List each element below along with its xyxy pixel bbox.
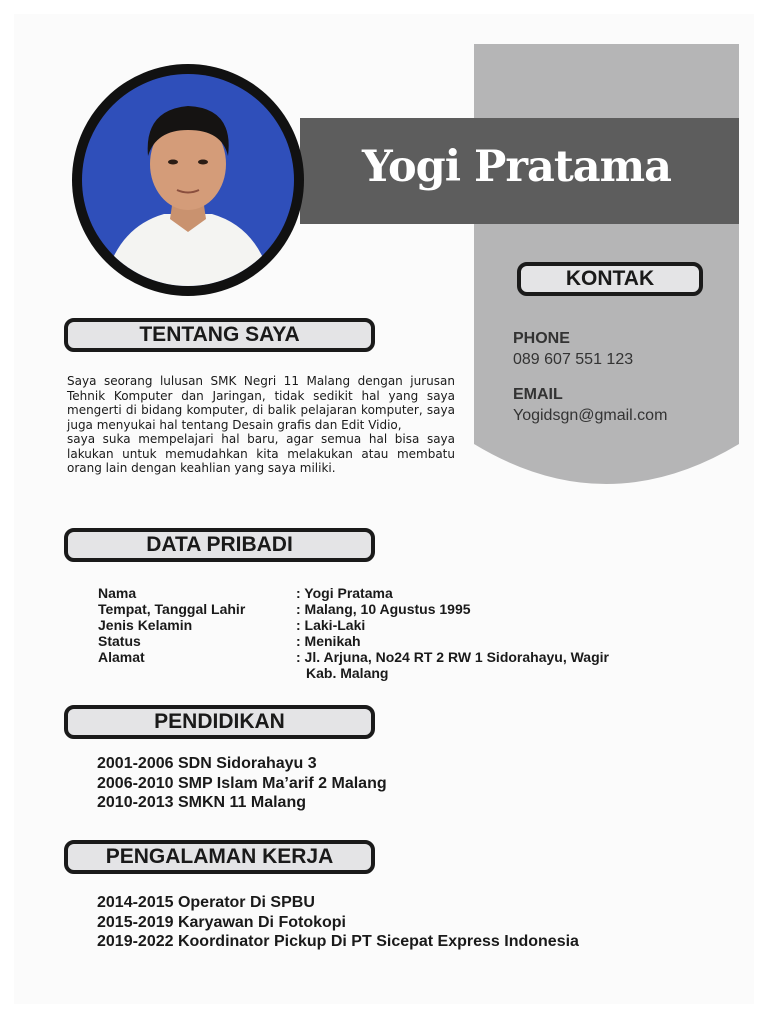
personal-label: Status (98, 633, 141, 649)
personal-row (98, 617, 656, 633)
personal-value: : Yogi Pratama (296, 585, 393, 601)
email-value: Yogidsgn@gmail.com (513, 407, 668, 424)
education-item: 2001-2006 SDN Sidorahayu 3 (97, 755, 317, 772)
personal-value: : Malang, 10 Agustus 1995 (296, 601, 471, 617)
pendidikan-heading: PENDIDIKAN (64, 705, 375, 739)
personal-row (98, 601, 656, 617)
personal-row (98, 633, 656, 649)
full-name: Yogi Pratama (362, 142, 671, 192)
personal-row (98, 585, 656, 601)
personal-data-table (98, 585, 656, 681)
pengalaman-kerja-heading: PENGALAMAN KERJA (64, 840, 375, 874)
personal-value-continued: Kab. Malang (306, 665, 389, 681)
profile-photo (72, 64, 304, 296)
phone-value: 089 607 551 123 (513, 351, 634, 368)
about-text (67, 374, 455, 476)
experience-item: 2019-2022 Koordinator Pickup Di PT Sicepat Express Indonesia (97, 933, 579, 950)
about-paragraph: saya suka mempelajari hal baru, agar semua hal bisa saya lakukan untuk memudahkan kita melakukan atau membatu orang lain dengan keahlian yang saya miliki. (67, 432, 455, 475)
experience-list (97, 893, 579, 952)
personal-value: : Menikah (296, 633, 361, 649)
data-pribadi-heading: DATA PRIBADI (64, 528, 375, 562)
personal-row (98, 649, 656, 665)
education-item: 2006-2010 SMP Islam Ma’arif 2 Malang (97, 774, 387, 792)
personal-label: Nama (98, 585, 137, 601)
personal-value: : Jl. Arjuna, No24 RT 2 RW 1 Sidorahayu, Wagir (296, 649, 609, 665)
personal-row-continued (98, 665, 656, 681)
about-paragraph: Saya seorang lulusan SMK Negri 11 Malang dengan jurusan Tehnik Komputer dan Jaringan, tidak sedikit hal yang saya mengerti di bidang komputer, di balik pelajaran komputer, saya juga menyukai hal tentang Desain grafis dan Edit Vidio, (67, 374, 455, 432)
personal-label: Tempat, Tanggal Lahir (98, 601, 246, 617)
experience-item: 2014-2015 Operator Di SPBU (97, 894, 315, 911)
email-label: EMAIL (513, 386, 563, 403)
personal-label: Jenis Kelamin (98, 617, 193, 633)
education-item: 2010-2013 SMKN 11 Malang (97, 794, 306, 811)
tentang-saya-heading: TENTANG SAYA (64, 318, 375, 352)
personal-value: : Laki-Laki (296, 617, 366, 633)
experience-item: 2015-2019 Karyawan Di Fotokopi (97, 913, 346, 931)
phone-label: PHONE (513, 330, 570, 347)
kontak-heading: KONTAK (517, 262, 703, 296)
education-list (97, 754, 387, 813)
personal-label: Alamat (98, 649, 145, 665)
